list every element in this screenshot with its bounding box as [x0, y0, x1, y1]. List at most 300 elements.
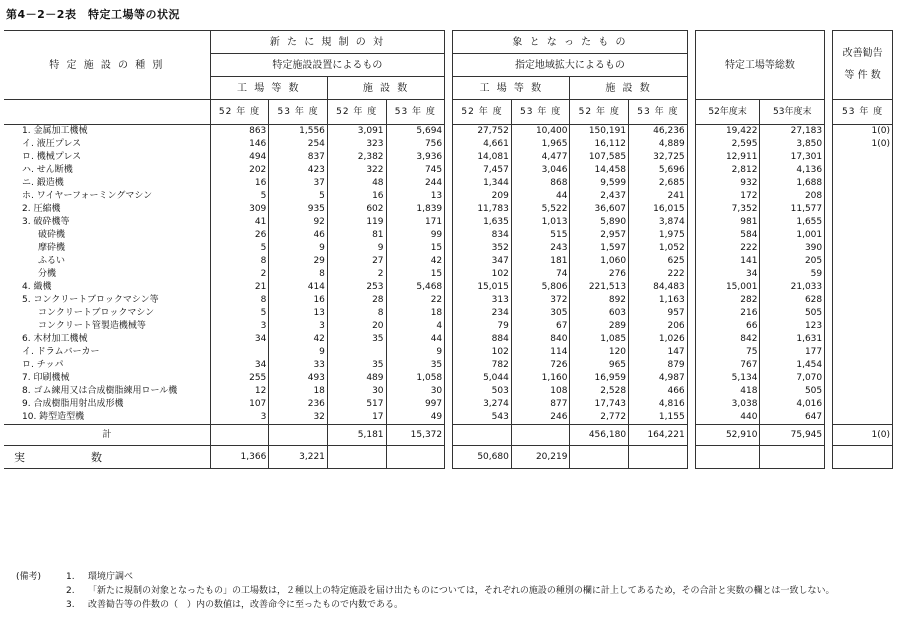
cell: 74 [511, 268, 570, 281]
cell: 489 [327, 372, 386, 385]
cell: 15,015 [453, 281, 512, 294]
cell: 44 [386, 333, 445, 346]
note-text: 環境庁調べ [88, 572, 134, 582]
cell: 1,001 [760, 229, 825, 242]
row-label: 2. 圧縮機 [4, 203, 210, 216]
cell: 3,221 [269, 446, 328, 469]
cell: 4,477 [511, 151, 570, 164]
cell [210, 346, 269, 359]
cell: 7,457 [453, 164, 512, 177]
cell: 27 [327, 255, 386, 268]
header-factories-1: 工 場 等 数 [210, 77, 327, 100]
cell: 5,890 [570, 216, 629, 229]
cell [453, 425, 512, 446]
cell: 81 [327, 229, 386, 242]
cell: 107,585 [570, 151, 629, 164]
cell [833, 177, 893, 190]
cell [833, 333, 893, 346]
table-row [4, 190, 893, 203]
cell: 1,631 [760, 333, 825, 346]
cell: 837 [269, 151, 328, 164]
cell: 4,661 [453, 138, 512, 151]
cell: 16,015 [629, 203, 688, 216]
cell: 892 [570, 294, 629, 307]
notes-label: (備考) [16, 572, 42, 582]
cell: 114 [511, 346, 570, 359]
cell: 12 [210, 385, 269, 398]
header-group-new-left: 新 た に 規 制 の 対 [210, 31, 444, 54]
cell: 123 [760, 320, 825, 333]
cell: 932 [695, 177, 760, 190]
cell: 14,458 [570, 164, 629, 177]
cell: 11,577 [760, 203, 825, 216]
cell: 19,422 [695, 125, 760, 139]
header-y53: 53 年 度 [629, 100, 688, 125]
cell [833, 307, 893, 320]
cell: 37 [269, 177, 328, 190]
cell: 3,274 [453, 398, 512, 411]
cell: 543 [453, 411, 512, 425]
row-label: ホ. ワイヤーフォーミングマシン [4, 190, 210, 203]
row-label: 3. 破砕機等 [4, 216, 210, 229]
cell: 965 [570, 359, 629, 372]
row-label: ロ. 機械プレス [4, 151, 210, 164]
cell: 46 [269, 229, 328, 242]
cell [327, 446, 386, 469]
cell: 5,468 [386, 281, 445, 294]
cell: 9 [327, 242, 386, 255]
cell: 5,522 [511, 203, 570, 216]
cell: 202 [210, 164, 269, 177]
cell: 26 [210, 229, 269, 242]
cell: 216 [695, 307, 760, 320]
cell: 1,163 [629, 294, 688, 307]
cell [833, 281, 893, 294]
cell: 584 [695, 229, 760, 242]
cell: 244 [386, 177, 445, 190]
cell: 21 [210, 281, 269, 294]
note-number: 2. [66, 586, 75, 596]
cell: 209 [453, 190, 512, 203]
header-y52: 52 年 度 [453, 100, 512, 125]
table-row [4, 138, 893, 151]
header-group-new-right: 象 と な っ た も の [453, 31, 687, 54]
cell: 1(0) [833, 425, 893, 446]
cell: 150,191 [570, 125, 629, 139]
row-label: 10. 鋳型造型機 [4, 411, 210, 425]
cell: 32 [269, 411, 328, 425]
cell: 1,688 [760, 177, 825, 190]
header-advice-line1: 改善勧告 [842, 48, 883, 59]
note-text: 改善勧告等の件数の（ ）内の数値は，改善命令に至ったもので内数である。 [88, 600, 404, 610]
cell: 22 [386, 294, 445, 307]
cell: 997 [386, 398, 445, 411]
cell: 36,607 [570, 203, 629, 216]
cell: 5,696 [629, 164, 688, 177]
cell: 726 [511, 359, 570, 372]
cell: 3,850 [760, 138, 825, 151]
cell: 1,160 [511, 372, 570, 385]
header-y52: 52 年 度 [570, 100, 629, 125]
cell: 119 [327, 216, 386, 229]
cell: 34 [210, 333, 269, 346]
cell [833, 385, 893, 398]
header-facilities-1: 施 設 数 [327, 77, 444, 100]
cell: 1,344 [453, 177, 512, 190]
cell: 3,091 [327, 125, 386, 139]
cell: 2,595 [695, 138, 760, 151]
cell: 5,044 [453, 372, 512, 385]
cell: 5,134 [695, 372, 760, 385]
cell: 1,366 [210, 446, 269, 469]
cell: 602 [327, 203, 386, 216]
cell: 92 [269, 216, 328, 229]
cell: 14,081 [453, 151, 512, 164]
cell: 745 [386, 164, 445, 177]
cell: 177 [760, 346, 825, 359]
header-category: 特 定 施 設 の 種 別 [4, 31, 210, 100]
cell [833, 398, 893, 411]
cell: 5,806 [511, 281, 570, 294]
cell: 234 [453, 307, 512, 320]
cell: 4,889 [629, 138, 688, 151]
row-label: 摩砕機 [4, 242, 210, 255]
cell: 309 [210, 203, 269, 216]
cell: 41 [210, 216, 269, 229]
cell: 1,026 [629, 333, 688, 346]
total-row [4, 425, 893, 446]
cell: 141 [695, 255, 760, 268]
cell: 35 [327, 333, 386, 346]
cell: 171 [386, 216, 445, 229]
cell: 935 [269, 203, 328, 216]
cell: 120 [570, 346, 629, 359]
cell: 15,372 [386, 425, 445, 446]
cell: 208 [760, 190, 825, 203]
cell: 221,513 [570, 281, 629, 294]
cell: 49 [386, 411, 445, 425]
table-row [4, 398, 893, 411]
cell: 1,052 [629, 242, 688, 255]
cell: 1(0) [833, 138, 893, 151]
cell: 1,454 [760, 359, 825, 372]
cell: 79 [453, 320, 512, 333]
cell: 3,936 [386, 151, 445, 164]
cell [833, 229, 893, 242]
cell: 17,301 [760, 151, 825, 164]
cell: 7,352 [695, 203, 760, 216]
header-y52: 52 年 度 [327, 100, 386, 125]
cell [833, 372, 893, 385]
cell: 505 [760, 385, 825, 398]
table-row [4, 320, 893, 333]
header-advice-line2: 等 件 数 [844, 70, 881, 81]
cell [511, 425, 570, 446]
cell: 1,597 [570, 242, 629, 255]
cell: 27,183 [760, 125, 825, 139]
cell: 15 [386, 268, 445, 281]
cell: 347 [453, 255, 512, 268]
header-y53: 53 年 度 [386, 100, 445, 125]
cell: 628 [760, 294, 825, 307]
cell: 2 [327, 268, 386, 281]
cell [833, 320, 893, 333]
table-row [4, 242, 893, 255]
cell: 305 [511, 307, 570, 320]
cell: 493 [269, 372, 328, 385]
cell: 35 [327, 359, 386, 372]
cell: 42 [269, 333, 328, 346]
cell: 5 [210, 307, 269, 320]
cell: 767 [695, 359, 760, 372]
table-row [4, 372, 893, 385]
cell: 9 [269, 242, 328, 255]
cell: 21,033 [760, 281, 825, 294]
cell: 42 [386, 255, 445, 268]
cell [833, 294, 893, 307]
cell: 1,635 [453, 216, 512, 229]
header-facilities-2: 施 設 数 [570, 77, 687, 100]
note-number: 1. [66, 572, 75, 582]
table-row [4, 255, 893, 268]
table-row [4, 307, 893, 320]
table-row [4, 125, 893, 139]
cell: 8 [210, 294, 269, 307]
cell: 46,236 [629, 125, 688, 139]
cell: 15,001 [695, 281, 760, 294]
cell: 2,772 [570, 411, 629, 425]
cell: 8 [269, 268, 328, 281]
header-y53: 53 年 度 [269, 100, 328, 125]
cell: 4,816 [629, 398, 688, 411]
header-installation: 特定施設設置によるもの [210, 54, 444, 77]
table-row [4, 333, 893, 346]
row-label: 5. コンクリートブロックマシン等 [4, 294, 210, 307]
cell: 66 [695, 320, 760, 333]
cell: 16 [269, 294, 328, 307]
cell: 107 [210, 398, 269, 411]
cell: 59 [760, 268, 825, 281]
cell: 418 [695, 385, 760, 398]
table-row [4, 294, 893, 307]
cell [327, 346, 386, 359]
cell: 17,743 [570, 398, 629, 411]
cell: 1,058 [386, 372, 445, 385]
cell: 625 [629, 255, 688, 268]
cell: 1,155 [629, 411, 688, 425]
cell: 494 [210, 151, 269, 164]
cell: 102 [453, 268, 512, 281]
cell [833, 216, 893, 229]
cell: 414 [269, 281, 328, 294]
cell: 17 [327, 411, 386, 425]
cell: 842 [695, 333, 760, 346]
cell: 4 [386, 320, 445, 333]
header-factories-2: 工 場 等 数 [453, 77, 570, 100]
cell: 782 [453, 359, 512, 372]
header-y52-end: 52年度末 [695, 100, 760, 125]
cell: 18 [269, 385, 328, 398]
cell: 2 [210, 268, 269, 281]
cell: 863 [210, 125, 269, 139]
cell: 52,910 [695, 425, 760, 446]
cell: 222 [629, 268, 688, 281]
cell: 4,136 [760, 164, 825, 177]
cell: 255 [210, 372, 269, 385]
cell: 289 [570, 320, 629, 333]
row-label: イ. 液圧プレス [4, 138, 210, 151]
row-label: イ. ドラムバーカー [4, 346, 210, 359]
cell: 2,685 [629, 177, 688, 190]
header-total-factories: 特定工場等総数 [695, 31, 824, 100]
cell: 8 [210, 255, 269, 268]
cell: 840 [511, 333, 570, 346]
header-y53-advice: 53 年 度 [833, 100, 893, 125]
cell: 34 [210, 359, 269, 372]
cell [629, 446, 688, 469]
row-label: ニ. 鍛造機 [4, 177, 210, 190]
cell [833, 190, 893, 203]
cell: 172 [695, 190, 760, 203]
cell: 48 [327, 177, 386, 190]
cell: 16 [210, 177, 269, 190]
header-y52: 52 年 度 [210, 100, 269, 125]
table-title: 第4－2－2表 特定工場等の状況 [6, 8, 180, 21]
row-label: 6. 木材加工機械 [4, 333, 210, 346]
cell: 2,382 [327, 151, 386, 164]
cell: 756 [386, 138, 445, 151]
header-y53: 53 年 度 [511, 100, 570, 125]
cell [833, 164, 893, 177]
cell: 957 [629, 307, 688, 320]
cell: 164,221 [629, 425, 688, 446]
cell [695, 446, 760, 469]
notes [16, 570, 886, 612]
cell: 32,725 [629, 151, 688, 164]
row-label: 分機 [4, 268, 210, 281]
actual-row [4, 446, 893, 469]
table-row [4, 359, 893, 372]
cell: 4,016 [760, 398, 825, 411]
cell: 1,556 [269, 125, 328, 139]
note-text: 「新たに規制の対象となったもの」の工場数は，２種以上の特定施設を届け出たものについては，それぞれの施設の種別の欄に計上してあるため，その合計と実数の欄とは一致しない。 [88, 586, 835, 596]
cell: 390 [760, 242, 825, 255]
row-label: ふるい [4, 255, 210, 268]
cell [833, 446, 893, 469]
header-advice [833, 31, 893, 100]
cell: 11,783 [453, 203, 512, 216]
row-label: 7. 印刷機械 [4, 372, 210, 385]
cell: 1,013 [511, 216, 570, 229]
cell: 20,219 [511, 446, 570, 469]
cell [833, 411, 893, 425]
cell: 67 [511, 320, 570, 333]
cell [570, 446, 629, 469]
cell: 8 [327, 307, 386, 320]
cell: 34 [695, 268, 760, 281]
table-row [4, 177, 893, 190]
cell: 352 [453, 242, 512, 255]
cell: 16 [327, 190, 386, 203]
row-label: コンクリート管製造機械等 [4, 320, 210, 333]
cell: 276 [570, 268, 629, 281]
cell: 2,528 [570, 385, 629, 398]
note-item [16, 598, 886, 612]
cell: 236 [269, 398, 328, 411]
cell: 205 [760, 255, 825, 268]
cell: 16,959 [570, 372, 629, 385]
table-row [4, 203, 893, 216]
cell: 28 [327, 294, 386, 307]
cell: 9,599 [570, 177, 629, 190]
cell: 10,400 [511, 125, 570, 139]
table-row [4, 164, 893, 177]
cell: 33 [269, 359, 328, 372]
cell: 99 [386, 229, 445, 242]
data-table [4, 30, 893, 469]
cell: 981 [695, 216, 760, 229]
row-label: ハ. せん断機 [4, 164, 210, 177]
cell: 1,655 [760, 216, 825, 229]
cell: 5 [269, 190, 328, 203]
cell: 16,112 [570, 138, 629, 151]
table-row [4, 229, 893, 242]
cell: 7,070 [760, 372, 825, 385]
cell: 4,987 [629, 372, 688, 385]
cell: 30 [327, 385, 386, 398]
cell: 44 [511, 190, 570, 203]
cell: 834 [453, 229, 512, 242]
cell: 15 [386, 242, 445, 255]
table-row [4, 216, 893, 229]
table-row [4, 385, 893, 398]
cell: 27,752 [453, 125, 512, 139]
cell: 884 [453, 333, 512, 346]
cell: 868 [511, 177, 570, 190]
cell: 222 [695, 242, 760, 255]
cell [269, 425, 328, 446]
cell: 75,945 [760, 425, 825, 446]
cell: 3 [210, 320, 269, 333]
cell: 603 [570, 307, 629, 320]
cell: 2,957 [570, 229, 629, 242]
row-label: 破砕機 [4, 229, 210, 242]
cell: 1(0) [833, 125, 893, 139]
cell: 313 [453, 294, 512, 307]
cell: 515 [511, 229, 570, 242]
cell: 146 [210, 138, 269, 151]
row-label: ロ. チッパ [4, 359, 210, 372]
cell: 3,038 [695, 398, 760, 411]
cell: 241 [629, 190, 688, 203]
cell: 2,812 [695, 164, 760, 177]
table-row [4, 268, 893, 281]
cell: 372 [511, 294, 570, 307]
cell: 466 [629, 385, 688, 398]
cell: 147 [629, 346, 688, 359]
row-label: 8. ゴム練用又は合成樹脂練用ロール機 [4, 385, 210, 398]
cell: 5 [210, 190, 269, 203]
cell: 29 [269, 255, 328, 268]
row-label: コンクリートブロックマシン [4, 307, 210, 320]
note-item [16, 570, 886, 584]
cell: 505 [760, 307, 825, 320]
cell: 84,483 [629, 281, 688, 294]
cell: 282 [695, 294, 760, 307]
cell: 1,085 [570, 333, 629, 346]
cell: 108 [511, 385, 570, 398]
cell: 206 [629, 320, 688, 333]
